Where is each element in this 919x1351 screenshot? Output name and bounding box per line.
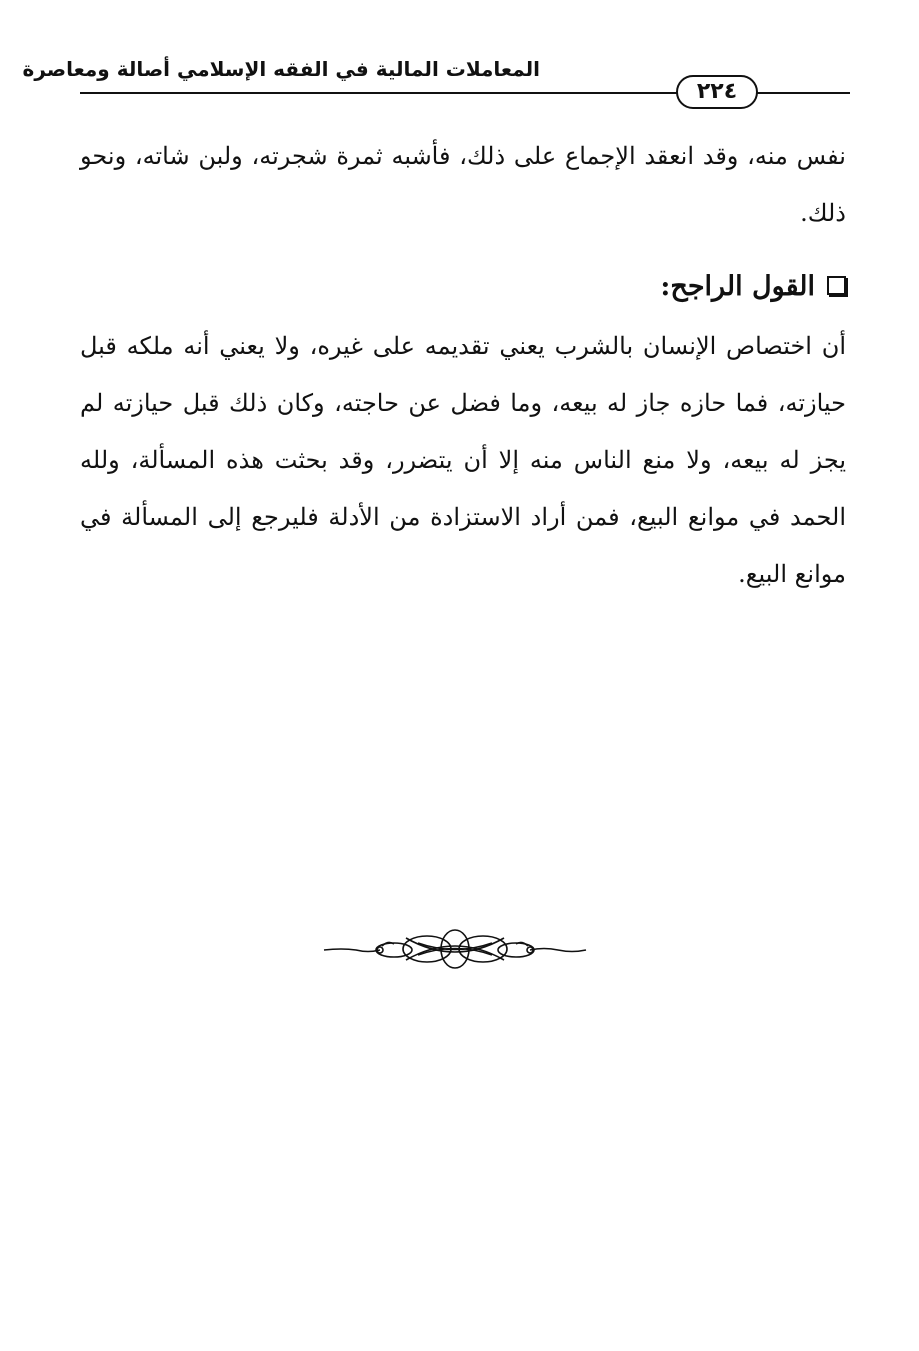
running-header-title: المعاملات المالية في الفقه الإسلامي أصالة ومعاصرة [22, 57, 540, 81]
page-number: ٢٢٤ [676, 75, 758, 109]
square-bullet-icon [827, 276, 846, 295]
section-heading-text: القول الراجح: [660, 271, 815, 302]
section-heading [480, 262, 846, 312]
decorative-divider-icon [322, 926, 588, 972]
continuation-paragraph: نفس منه، وقد انعقد الإجماع على ذلك، فأشبه ثمرة شجرته، ولبن شاته، ونحو ذلك. [80, 142, 846, 227]
main-paragraph: أن اختصاص الإنسان بالشرب يعني تقديمه على غيره، ولا يعني أنه ملكه قبل حيازته، فما حازه جاز له بيعه، وما فضل عن حاجته، وكان ذلك قبل حيازته لم يجز له بيعه، ولا منع الناس منه إلا أن يتضرر، وقد بحثت هذه المسألة، ولله الحمد في موانع البيع، فمن أراد الاستزادة من الأدلة فليرجع إلى المسألة في موانع البيع. [80, 332, 846, 588]
